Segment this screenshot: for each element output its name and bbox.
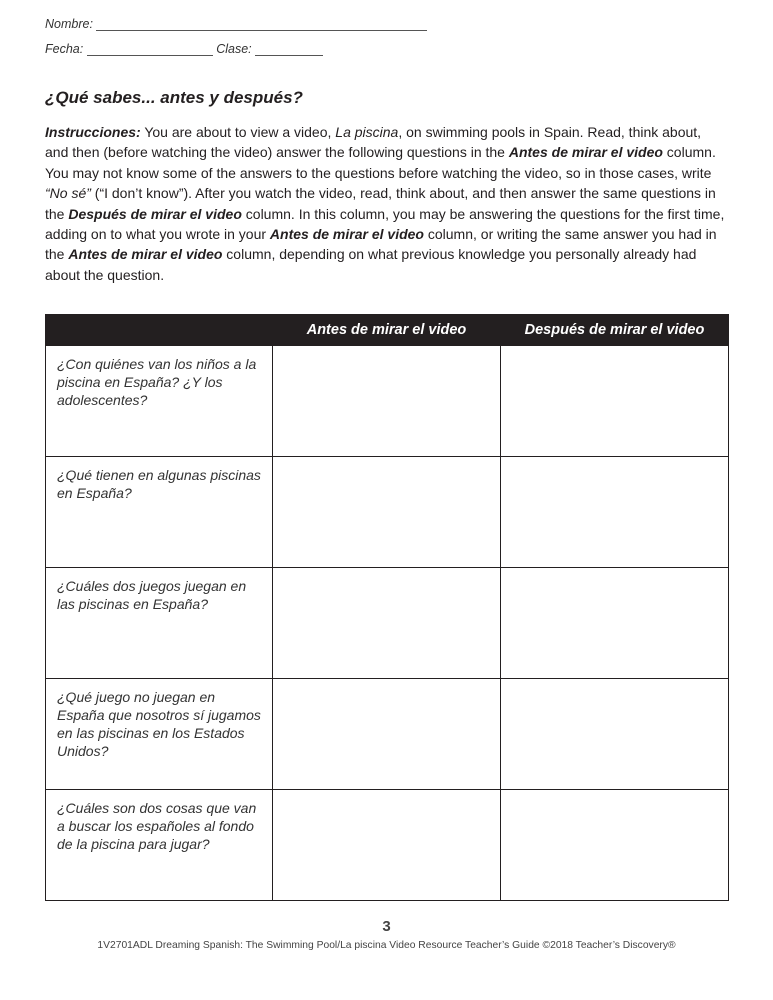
footer-text: 1V2701ADL Dreaming Spanish: The Swimming Pool/La piscina Video Resource Teacher’s Guide ©2018 Teacher’s Discovery® — [97, 940, 676, 951]
instructions-text-1: You are about to view a video, — [140, 124, 336, 140]
instructions-video-title: La piscina — [335, 124, 399, 140]
instructions-text-3: column. You may not know some of the answers to the questions before watching the video, so in those cases, write — [45, 144, 716, 181]
instructions-column-before-2: Antes de mirar el video — [269, 226, 424, 243]
table-header-row — [46, 315, 729, 346]
class-label: Clase: — [216, 42, 252, 56]
answer-before-cell[interactable] — [273, 790, 501, 901]
answer-after-cell[interactable] — [501, 790, 729, 901]
date-class-field-row — [45, 42, 323, 56]
answer-before-cell[interactable] — [273, 568, 501, 679]
question-cell: ¿Qué juego no juegan en España que nosotros sí jugamos en las piscinas en los Estados Unidos? — [46, 679, 273, 790]
worksheet-title: ¿Qué sabes... antes y después? — [45, 88, 303, 107]
page-number: 3 — [382, 918, 391, 935]
table-row — [46, 457, 729, 568]
instructions-column-before-3: Antes de mirar el video — [68, 246, 223, 263]
instructions-no-se: “No sé” — [45, 185, 91, 202]
instructions-text-6: column, or writing the same answer you had in the — [45, 226, 717, 263]
name-input-line[interactable] — [96, 18, 427, 31]
answer-before-cell[interactable] — [273, 457, 501, 568]
instructions-text-4: (“I don’t know”). After you watch the video, read, think about, and then answer the same questions in the — [45, 185, 716, 222]
answer-table — [45, 314, 729, 901]
question-cell: ¿Cuáles son dos cosas que van a buscar los españoles al fondo de la piscina para jugar? — [46, 790, 273, 901]
table-row — [46, 790, 729, 901]
question-cell: ¿Con quiénes van los niños a la piscina en España? ¿Y los adolescentes? — [46, 346, 273, 457]
class-input-line[interactable] — [255, 43, 323, 56]
header-after-column: Después de mirar el video — [501, 315, 729, 346]
answer-after-cell[interactable] — [501, 679, 729, 790]
answer-after-cell[interactable] — [501, 457, 729, 568]
table-row — [46, 679, 729, 790]
instructions-column-after: Después de mirar el video — [68, 205, 242, 222]
header-before-column: Antes de mirar el video — [273, 315, 501, 346]
table-row — [46, 346, 729, 457]
instructions-text-2: , on swimming pools in Spain. Read, think about, and then (before watching the video) answer the following questions in the — [45, 124, 702, 161]
question-cell: ¿Qué tienen en algunas piscinas en España? — [46, 457, 273, 568]
date-input-line[interactable] — [87, 43, 213, 56]
name-label: Nombre: — [45, 17, 93, 31]
name-field-row — [45, 17, 427, 31]
instructions-text-5: column. In this column, you may be answering the questions for the first time, adding on to what you wrote in your — [45, 205, 725, 243]
instructions-paragraph — [45, 122, 727, 285]
header-question-column — [46, 315, 273, 346]
answer-after-cell[interactable] — [501, 346, 729, 457]
instructions-column-before: Antes de mirar el video — [508, 144, 663, 161]
answer-after-cell[interactable] — [501, 568, 729, 679]
answer-before-cell[interactable] — [273, 346, 501, 457]
instructions-text-7: column, depending on what previous knowledge you personally already had about the question. — [45, 246, 697, 283]
table-row — [46, 568, 729, 679]
answer-before-cell[interactable] — [273, 679, 501, 790]
question-cell: ¿Cuáles dos juegos juegan en las piscinas en España? — [46, 568, 273, 679]
instructions-label: Instrucciones: — [45, 124, 141, 140]
date-label: Fecha: — [45, 42, 84, 56]
